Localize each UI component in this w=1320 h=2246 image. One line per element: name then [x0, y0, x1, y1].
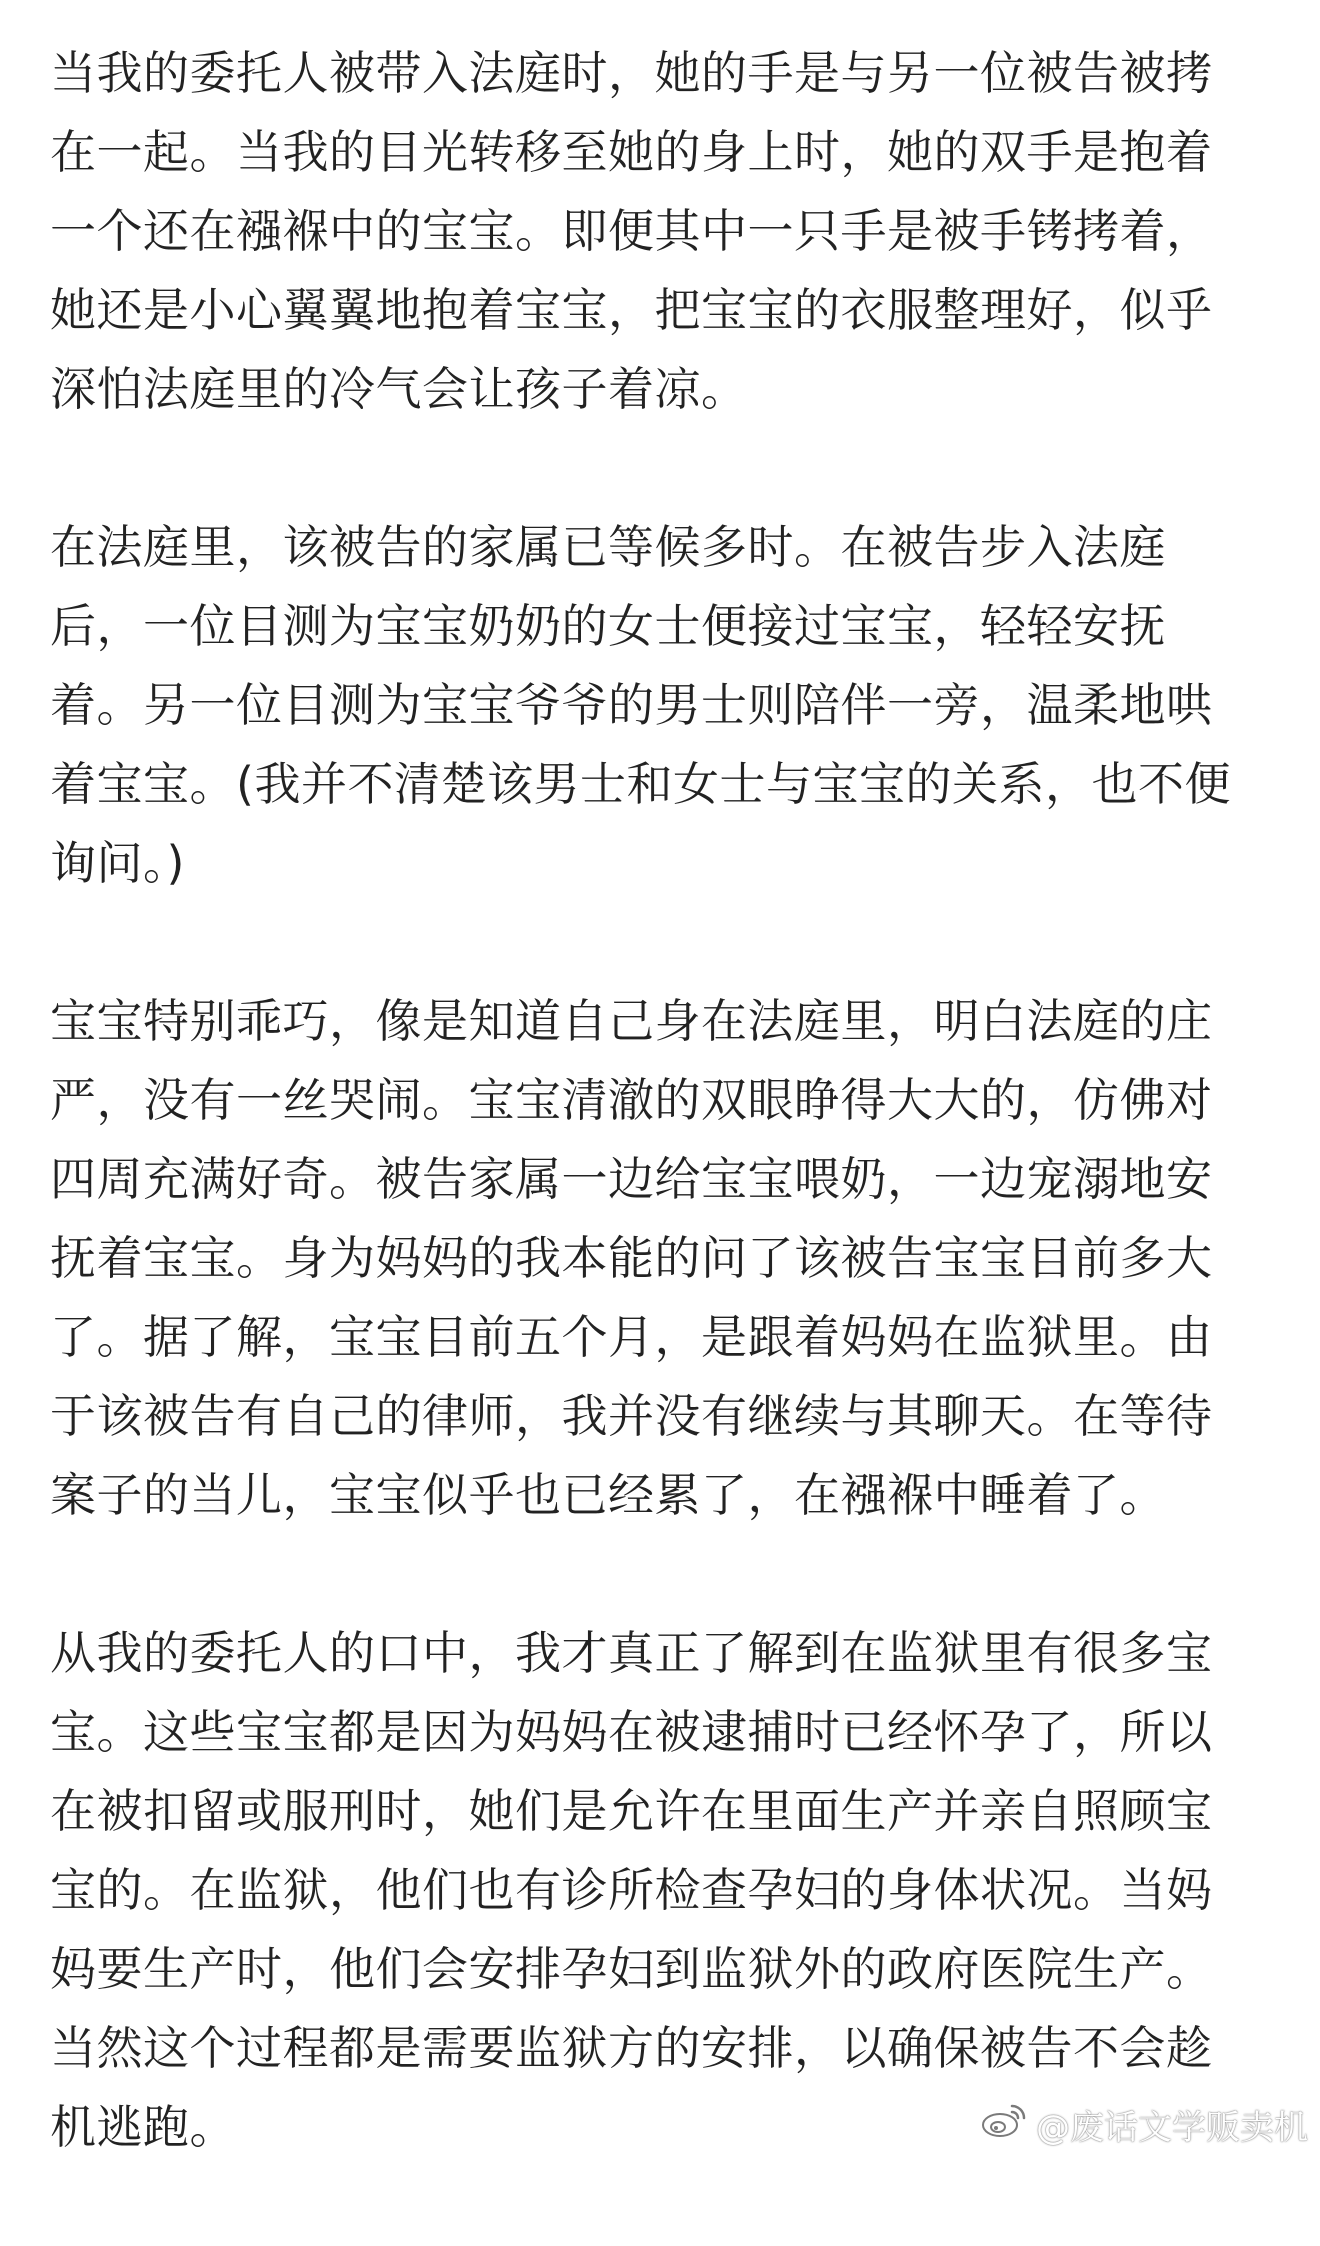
text-line: 宝的。在监狱，他们也有诊所检查孕妇的身体状况。当妈 — [50, 1863, 1213, 1917]
paragraph-4 — [50, 1614, 1272, 2167]
text-line: 了。据了解，宝宝目前五个月，是跟着妈妈在监狱里。由 — [50, 1310, 1213, 1364]
paragraph-3 — [50, 982, 1272, 1535]
text-line: 宝。这些宝宝都是因为妈妈在被逮捕时已经怀孕了，所以 — [50, 1705, 1213, 1759]
text-line: 四周充满好奇。被告家属一边给宝宝喂奶，一边宠溺地安 — [50, 1152, 1213, 1206]
text-line: 她还是小心翼翼地抱着宝宝，把宝宝的衣服整理好，似乎 — [50, 283, 1213, 337]
text-line: 于该被告有自己的律师，我并没有继续与其聊天。在等待 — [50, 1389, 1213, 1443]
text-line: 机逃跑。 — [50, 2100, 236, 2154]
text-line: 当然这个过程都是需要监狱方的安排，以确保被告不会趁 — [50, 2021, 1213, 2075]
article-body — [50, 34, 1272, 2246]
text-line: 案子的当儿，宝宝似乎也已经累了，在襁褓中睡着了。 — [50, 1468, 1166, 1522]
text-line: 在一起。当我的目光转移至她的身上时，她的双手是抱着 — [50, 125, 1213, 179]
text-line: 宝宝特别乖巧，像是知道自己身在法庭里，明白法庭的庄 — [50, 994, 1213, 1048]
text-line: 严，没有一丝哭闹。宝宝清澈的双眼睁得大大的，仿佛对 — [50, 1073, 1213, 1127]
text-line: 在被扣留或服刑时，她们是允许在里面生产并亲自照顾宝 — [50, 1784, 1213, 1838]
text-line: 在法庭里，该被告的家属已等候多时。在被告步入法庭 — [50, 520, 1166, 574]
text-line: 深怕法庭里的冷气会让孩子着凉。 — [50, 362, 748, 416]
text-line: 着。另一位目测为宝宝爷爷的男士则陪伴一旁，温柔地哄 — [50, 678, 1213, 732]
text-line: 一个还在襁褓中的宝宝。即便其中一只手是被手铐拷着， — [50, 204, 1213, 258]
text-line: 抚着宝宝。身为妈妈的我本能的问了该被告宝宝目前多大 — [50, 1231, 1213, 1285]
text-line: 询问。) — [50, 836, 185, 890]
weibo-icon — [980, 2100, 1028, 2149]
weibo-watermark — [980, 2100, 1308, 2148]
paragraph-1 — [50, 34, 1272, 429]
text-line: 妈要生产时，他们会安排孕妇到监狱外的政府医院生产。 — [50, 1942, 1213, 1996]
text-line: 从我的委托人的口中，我才真正了解到在监狱里有很多宝 — [50, 1626, 1213, 1680]
watermark-text: @废话文学贩卖机 — [1036, 2107, 1308, 2148]
text-line: 着宝宝。(我并不清楚该男士和女士与宝宝的关系，也不便 — [50, 757, 1231, 811]
text-line: 当我的委托人被带入法庭时，她的手是与另一位被告被拷 — [50, 46, 1213, 100]
text-line: 后，一位目测为宝宝奶奶的女士便接过宝宝，轻轻安抚 — [50, 599, 1166, 653]
paragraph-2 — [50, 508, 1272, 903]
